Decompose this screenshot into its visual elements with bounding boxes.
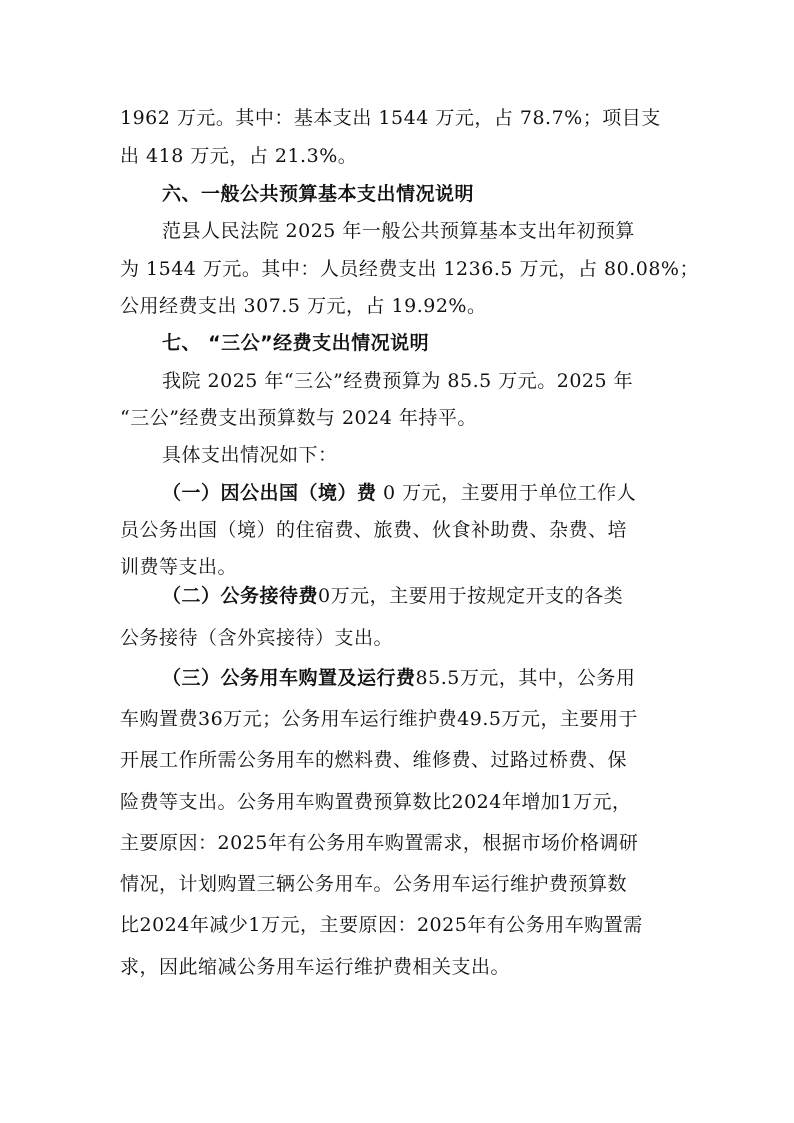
subsection-title-1: （一）因公出国（境）费 (162, 482, 377, 504)
paragraph-line: 1962 万元。其中：基本支出 1544 万元，占 78.7%；项目支 (120, 107, 661, 129)
paragraph-line: 员公务出国（境）的住宿费、旅费、伙食补助费、杂费、培 (120, 519, 628, 541)
paragraph-line: 公用经费支出 307.5 万元，占 19.92%。 (120, 295, 487, 317)
paragraph-line: 范县人民法院 2025 年一般公共预算基本支出年初预算 (162, 220, 635, 242)
paragraph-line: 公务接待（含外宾接待）支出。 (120, 627, 394, 649)
paragraph-line-subsection-2 (162, 584, 722, 608)
paragraph-line: 训费等支出。 (120, 556, 238, 578)
paragraph-line: 主要原因：2025年有公务用车购置需求，根据市场价格调研 (120, 832, 639, 854)
subsection-title-3: （三）公务用车购置及运行费 (162, 667, 416, 689)
paragraph-line: 车购置费36万元；公务用车运行维护费49.5万元，主要用于 (120, 708, 638, 730)
paragraph-line: 求，因此缩减公务用车运行维护费相关支出。 (120, 956, 511, 978)
subsection-title-2: （二）公务接待费 (162, 585, 319, 607)
paragraph-line: 为 1544 万元。其中：人员经费支出 1236.5 万元，占 80.08%； (120, 258, 699, 280)
paragraph-line: “三公”经费支出预算数与 2024 年持平。 (120, 407, 477, 429)
paragraph-line: 情况，计划购置三辆公务用车。公务用车运行维护费预算数 (120, 873, 628, 895)
subsection-text-2: 0万元，主要用于按规定开支的各类 (318, 585, 624, 607)
subsection-text-3: 85.5万元，其中，公务用 (415, 667, 636, 689)
subsection-text-1: 0 万元，主要用于单位工作人 (376, 482, 637, 504)
paragraph-line: 我院 2025 年“三公”经费预算为 85.5 万元。2025 年 (162, 370, 634, 392)
paragraph-line-subsection-1 (162, 481, 722, 505)
section-heading-six: 六、一般公共预算基本支出情况说明 (162, 183, 475, 205)
paragraph-line: 比2024年减少1万元，主要原因：2025年有公务用车购置需 (120, 914, 643, 936)
paragraph-line-subsection-3 (162, 666, 722, 690)
paragraph-line: 出 418 万元，占 21.3%。 (120, 145, 358, 167)
section-heading-seven: 七、 “三公”经费支出情况说明 (162, 332, 430, 354)
paragraph-line: 具体支出情况如下： (162, 444, 338, 466)
paragraph-line: 险费等支出。公务用车购置费预算数比2024年增加1万元， (120, 791, 632, 813)
paragraph-line: 开展工作所需公务用车的燃料费、维修费、过路过桥费、保 (120, 749, 628, 771)
